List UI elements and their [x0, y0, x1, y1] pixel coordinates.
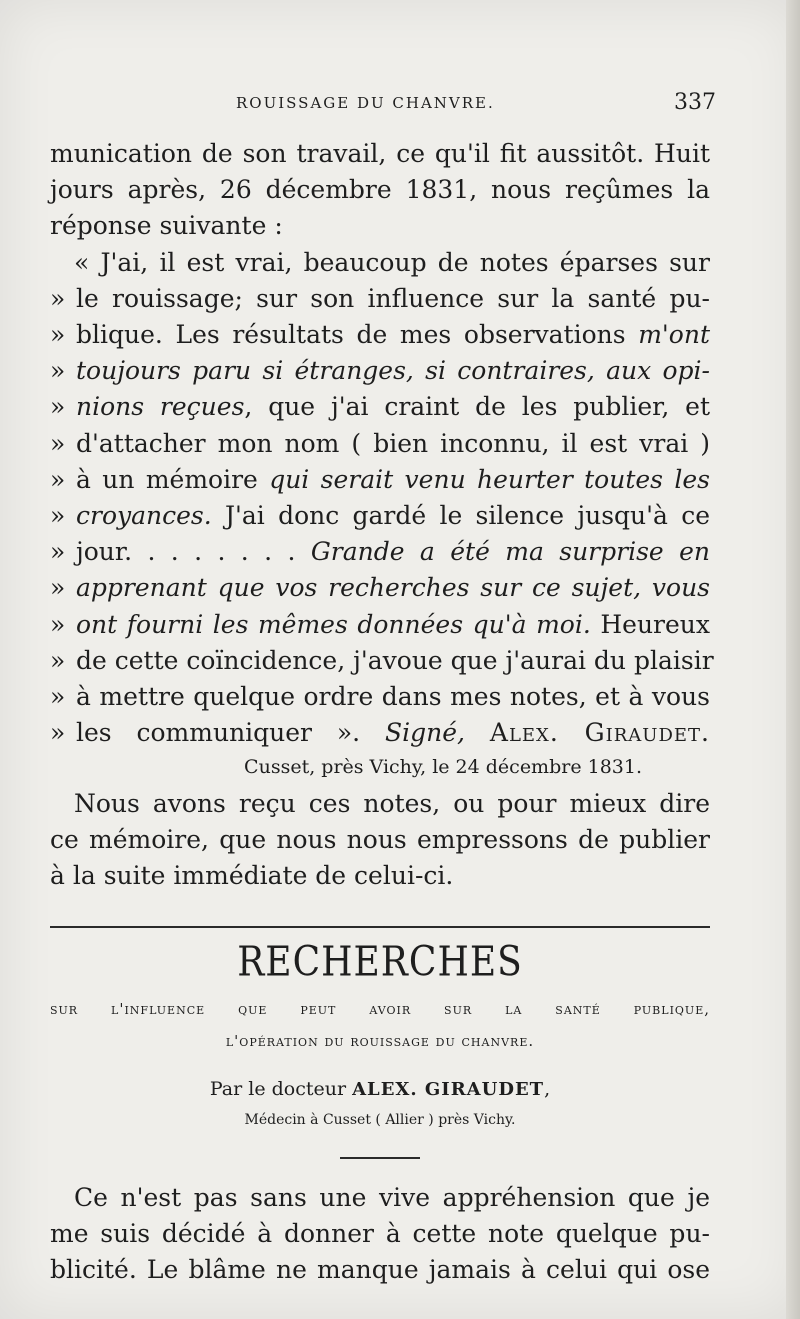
- quote-mark: »: [50, 537, 66, 567]
- quote-mark: »: [50, 609, 66, 639]
- quote-line: [50, 353, 710, 389]
- quote-mark: »: [50, 428, 66, 458]
- text-line: ce mémoire, que nous nous empressons de publier: [50, 824, 710, 854]
- quote-line: [50, 679, 710, 715]
- section-divider-rule: [50, 926, 710, 928]
- text-line: réponse suivante :: [50, 211, 283, 241]
- byline-prefix: Par le docteur: [209, 1078, 353, 1100]
- signature-name: Alex. Giraudet.: [489, 718, 711, 748]
- quote-italic-text: ont fourni les mêmes données qu'à moi.: [76, 609, 591, 639]
- quote-italic-text: nions reçues: [76, 392, 245, 422]
- quote-mark: »: [50, 645, 66, 675]
- quote-line: [50, 498, 710, 534]
- quote-mark: »: [50, 464, 66, 494]
- running-head: ROUISSAGE DU CHANVRE.: [236, 94, 495, 112]
- quote-mark: »: [50, 573, 66, 603]
- quote-mark: »: [50, 718, 66, 748]
- quote-line: [50, 534, 710, 570]
- quote-line: [50, 426, 710, 462]
- quote-italic-text: apprenant que vos recherches sur ce sujet, vous: [76, 573, 710, 603]
- quote-text: blique. Les résultats de mes observations: [76, 320, 639, 350]
- quote-text: , que j'ai craint de les publier, et: [244, 392, 710, 422]
- quote-line: [50, 245, 710, 281]
- quote-italic-text: m'ont: [638, 320, 710, 350]
- quote-text: à mettre quelque ordre dans mes notes, et à vous: [76, 682, 710, 712]
- quote-line: [50, 643, 714, 679]
- text-line: jours après, 26 décembre 1831, nous reçûmes la: [50, 175, 710, 205]
- quote-line: [50, 570, 710, 606]
- quote-text: J'ai, il est vrai, beaucoup de notes éparses sur: [100, 247, 710, 277]
- quote-mark: »: [50, 320, 66, 350]
- author-affiliation: Médecin à Cusset ( Allier ) près Vichy.: [244, 1112, 516, 1128]
- quote-line: [50, 715, 710, 751]
- text-line: Ce n'est pas sans une vive appréhension que je: [74, 1183, 710, 1212]
- quote-line: [50, 607, 710, 643]
- quote-text: jour. . . . . . . .: [76, 537, 311, 567]
- quote-line: [50, 281, 710, 317]
- quote-text: d'attacher mon nom ( bien inconnu, il est vrai ): [76, 428, 710, 458]
- page-header: [56, 90, 716, 120]
- quote-line: [50, 389, 710, 425]
- quote-mark: «: [74, 247, 90, 277]
- quote-mark: »: [50, 392, 66, 422]
- signature-place-date: Cusset, près Vichy, le 24 décembre 1831.: [244, 756, 642, 779]
- signed-label: Signé,: [385, 718, 465, 748]
- quote-mark: »: [50, 283, 66, 313]
- quote-mark: »: [50, 682, 66, 712]
- page-number: 337: [674, 90, 716, 115]
- page-edge-shadow: [786, 0, 800, 1319]
- author-name: ALEX. GIRAUDET: [352, 1079, 545, 1100]
- quote-italic-text: toujours paru si étranges, si contraires, aux opi-: [76, 356, 710, 386]
- text-line: blicité. Le blâme ne manque jamais à celui qui ose: [50, 1255, 710, 1285]
- quote-italic-text: qui serait venu heurter toutes les: [269, 464, 710, 494]
- quote-text: Heureux: [590, 609, 710, 639]
- body-text: [50, 136, 714, 894]
- text-line: me suis décidé à donner à cette note quelque pu-: [50, 1219, 710, 1249]
- quote-mark: »: [50, 501, 66, 531]
- quote-text: les communiquer ».: [76, 718, 361, 748]
- section-title: RECHERCHES: [237, 938, 523, 987]
- text-line: Nous avons reçu ces notes, ou pour mieux dire: [74, 788, 710, 818]
- body-text-continued: [50, 1180, 710, 1289]
- quote-line: [50, 462, 710, 498]
- byline-suffix: ,: [544, 1078, 551, 1100]
- quote-text: de cette coïncidence, j'avoue que j'aurai du plaisir: [76, 645, 714, 675]
- quote-text: à un mémoire: [76, 464, 270, 494]
- short-divider-rule: [340, 1157, 420, 1159]
- quote-line: [50, 317, 710, 353]
- text-line: munication de son travail, ce qu'il fit aussitôt. Huit: [50, 139, 710, 168]
- quote-text: le rouissage; sur son influence sur la santé pu-: [76, 283, 710, 313]
- quote-italic-text: croyances.: [76, 501, 212, 531]
- quote-mark: »: [50, 356, 66, 386]
- quote-text: J'ai donc gardé le silence jusqu'à ce: [211, 501, 710, 531]
- section-subtitle: l'opération du rouissage du chanvre.: [225, 1032, 535, 1050]
- section-subtitle: sur l'influence que peut avoir sur la santé publique,: [50, 1000, 710, 1018]
- quote-italic-text: Grande a été ma surprise en: [310, 537, 710, 567]
- byline: [0, 1078, 760, 1100]
- text-line: à la suite immédiate de celui-ci.: [50, 861, 454, 891]
